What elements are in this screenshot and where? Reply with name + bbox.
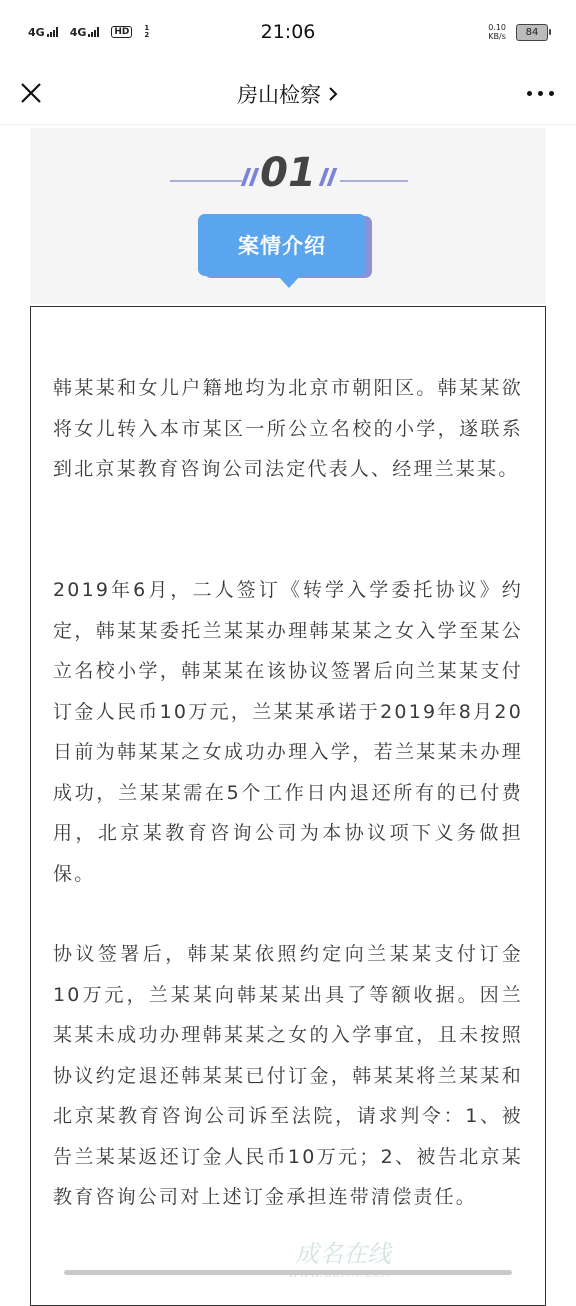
article-content bbox=[30, 306, 546, 1306]
status-bar bbox=[0, 0, 576, 64]
signal-icon-1 bbox=[28, 26, 58, 39]
decor-line-right bbox=[340, 180, 408, 182]
close-icon bbox=[16, 78, 46, 108]
more-button[interactable] bbox=[527, 91, 554, 96]
battery-level: 84 bbox=[525, 26, 539, 38]
section-header bbox=[30, 128, 546, 304]
hd-label: HD bbox=[114, 27, 130, 37]
close-button[interactable] bbox=[16, 78, 46, 108]
section-label: 案情介绍 bbox=[198, 214, 366, 276]
chevron-right-icon bbox=[327, 85, 339, 103]
paragraph: 协议签署后，韩某某依照约定向兰某某支付订金10万元，兰某某向韩某某出具了等额收据。因兰某某未成功办理韩某某之女的入学事宜，且未按照协议约定退还韩某某已付订金，韩某某将兰某某和北京某教育咨询公司诉至法院，请求判令：1、被告兰某某返还订金人民币10万元；2、被告北京某教育咨询公司对上述订金承担连带清偿责任。 bbox=[53, 943, 523, 1208]
signal-2-label: 4G bbox=[69, 25, 87, 39]
watermark-brand: 成名在线 bbox=[295, 1240, 391, 1268]
paragraph: 2019年6月，二人签订《转学入学委托协议》约定，韩某某委托兰某某办理韩某某之女入学至某公立名校小学，韩某某在该协议签署后向兰某某支付订金人民币10万元，兰某某承诺于2019年8月20日前为韩某某之女成功办理入学，若兰某某未办理成功，兰某某需在5个工作日内退还所有的已付费用，北京某教育咨询公司为本协议项下义务做担保。 bbox=[53, 579, 523, 885]
hd-icon bbox=[111, 26, 132, 38]
status-icons-left bbox=[28, 25, 149, 39]
more-icon bbox=[527, 91, 532, 96]
section-label-pointer bbox=[278, 276, 300, 288]
paragraph: 韩某某和女儿户籍地均为北京市朝阳区。韩某某欲将女儿转入本市某区一所公立名校的小学，遂联系到北京某教育咨询公司法定代表人、经理兰某某。 bbox=[53, 377, 523, 480]
account-title-link[interactable] bbox=[237, 79, 339, 109]
nav-bar bbox=[0, 64, 576, 125]
battery-icon bbox=[516, 24, 548, 41]
network-speed bbox=[488, 23, 506, 41]
network-speed-unit: KB/s bbox=[488, 32, 506, 41]
page-title: 房山检察 bbox=[237, 83, 321, 107]
home-indicator[interactable] bbox=[64, 1270, 512, 1275]
network-speed-value: 0.10 bbox=[488, 23, 506, 32]
signal-icon-2 bbox=[70, 26, 100, 39]
hd-sub-label: 1 2 bbox=[144, 24, 150, 39]
signal-1-label: 4G bbox=[28, 25, 45, 39]
section-number: 01 bbox=[260, 150, 316, 196]
status-icons-right bbox=[488, 23, 548, 41]
status-time: 21:06 bbox=[260, 21, 316, 43]
